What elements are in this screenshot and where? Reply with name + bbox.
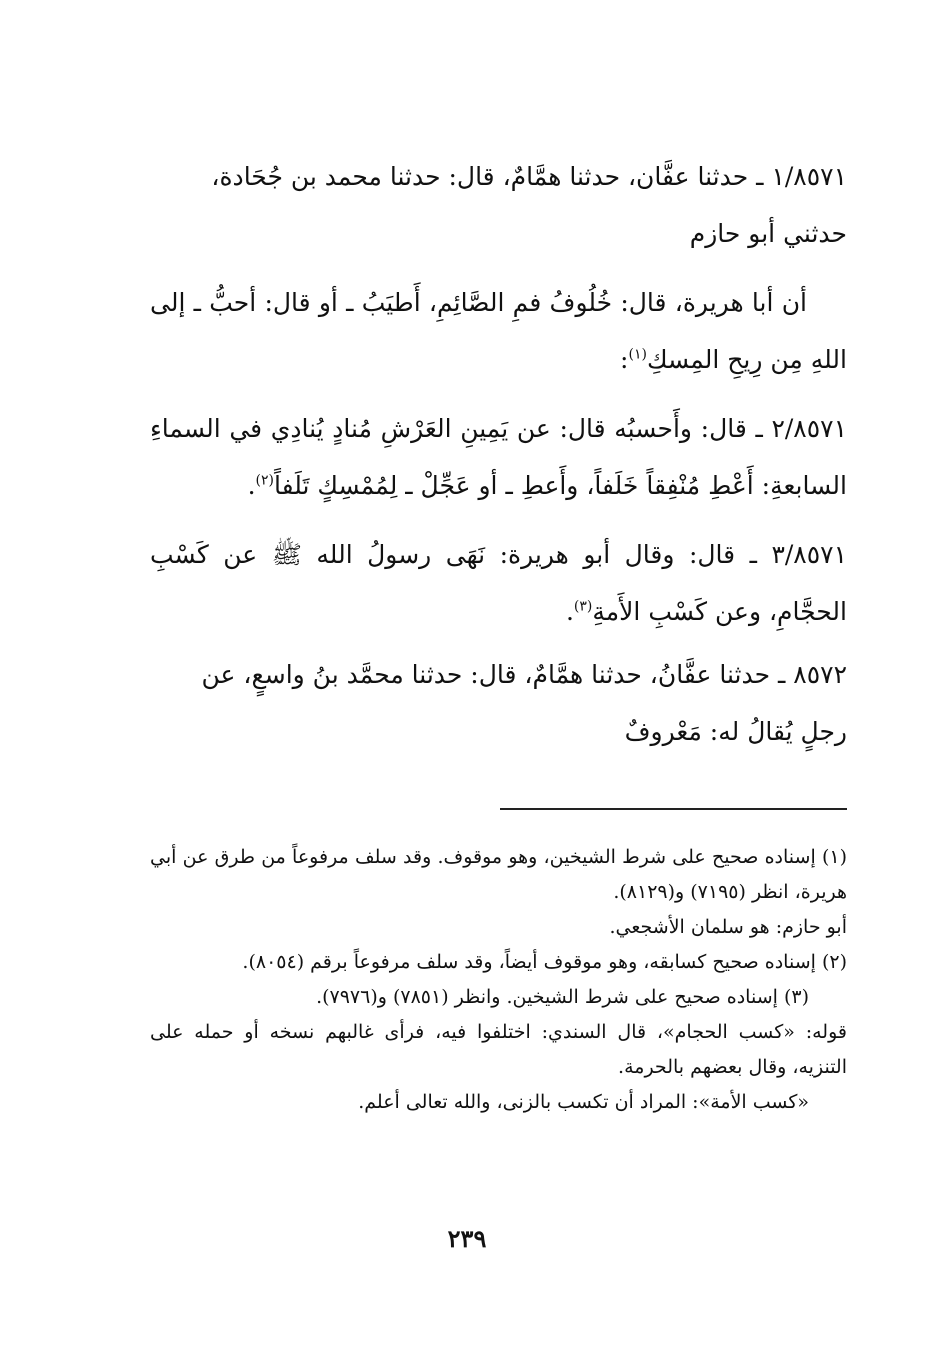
footnote-3: (٣) إسناده صحيح على شرط الشيخين. وانظر (٧٨٥١) و(٧٩٧٦). (316, 986, 809, 1008)
hadith-end: . (565, 597, 574, 626)
hadith-8571-2 (150, 400, 847, 514)
hadith-8571-1-matn (150, 274, 847, 388)
hadith-8571-1-isnad (150, 148, 847, 262)
page-number: ٢٣٩ (447, 1224, 487, 1253)
matn-text: أن أبا هريرة، قال: خُلُوفُ فمِ الصَّائِمِ، أَطيَبُ ـ أو قال: أحبُّ ـ إلى اللهِ مِن رِيحِ المِسكِ (150, 288, 847, 374)
main-text (150, 148, 847, 760)
isnad-line-1: ١/٨٥٧١ ـ حدثنا عفَّان، حدثنا همَّامٌ، قال: حدثنا محمد بن جُحَادة، (211, 162, 847, 191)
footnote-1-note: أبو حازم: هو سلمان الأشجعي. (609, 916, 847, 938)
footnote-ref-2: (٢) (255, 472, 274, 489)
hadith-8571-3 (150, 526, 847, 640)
footnotes (150, 840, 847, 1120)
isnad-line-1: ٨٥٧٢ ـ حدثنا عفَّانُ، حدثنا همَّامٌ، قال: حدثنا محمَّد بنُ واسعٍ، عن (201, 660, 847, 689)
footnote-3-comment-1: قوله: «كسب الحجام»، قال السندي: اختلفوا فيه، فرأى غالبهم نسخه أو حمله على التنزيه، وقال بعضهم بالحرمة. (150, 1021, 847, 1078)
hadith-8572-isnad (150, 646, 847, 760)
hadith-end: . (247, 471, 256, 500)
footnote-ref-1: (١) (628, 346, 647, 363)
matn-end: : (620, 345, 629, 374)
hadith-text: ٢/٨٥٧١ ـ قال: وأَحسبُه قال: عن يَمِينِ العَرْشِ مُنادٍ يُنادِي في السماءِ السابعةِ: أَعْطِ مُنْفِقاً خَلَفاً، وأَعطِ ـ أو عَجِّلْ ـ لِمُمْسِكٍ تَلَفاً (150, 414, 847, 500)
isnad-line-2: حدثني أبو حازم (689, 219, 847, 248)
footnote-2: (٢) إسناده صحيح كسابقه، وهو موقوف أيضاً، وقد سلف مرفوعاً برقم (٨٠٥٤). (242, 951, 847, 973)
footnote-separator (500, 808, 847, 810)
footnote-ref-3: (٣) (573, 598, 593, 615)
footnote-1: (١) إسناده صحيح على شرط الشيخين، وهو موقوف. وقد سلف مرفوعاً من طرق عن أبي هريرة، انظر (٧١٩٥) و(٨١٢٩). (150, 846, 847, 903)
hadith-text: ٣/٨٥٧١ ـ قال: وقال أبو هريرة: نَهَى رسولُ الله ﷺ عن كَسْبِ الحجَّامِ، وعن كَسْبِ الأَمةِ (150, 540, 847, 626)
isnad-line-2: رجلٍ يُقالُ له: مَعْروفٌ (624, 717, 847, 746)
footnote-3-comment-2: «كسب الأمة»: المراد أن تكسب بالزنى، والله تعالى أعلم. (358, 1091, 809, 1113)
